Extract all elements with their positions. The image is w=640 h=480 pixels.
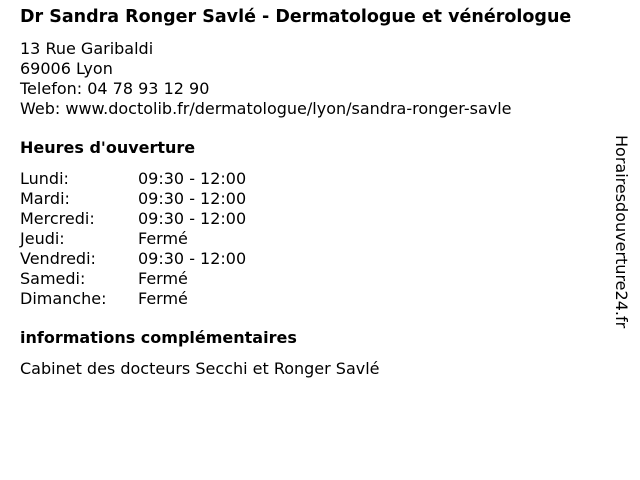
hours-value: 09:30 - 12:00 xyxy=(138,189,247,208)
address-block xyxy=(20,39,598,119)
hours-row-wednesday xyxy=(20,209,598,229)
hours-row-thursday xyxy=(20,229,598,249)
hours-value: 09:30 - 12:00 xyxy=(138,169,247,188)
city-address: 69006 Lyon xyxy=(20,59,113,78)
business-title: Dr Sandra Ronger Savlé - Dermatologue et vénérologue xyxy=(20,7,572,27)
opening-hours-table xyxy=(20,169,598,309)
day-label: Vendredi: xyxy=(20,249,96,268)
day-label: Samedi: xyxy=(20,269,86,288)
day-label: Jeudi: xyxy=(20,229,65,248)
brand-text: Horairesdouverture24.fr xyxy=(612,135,631,329)
opening-hours-heading: Heures d'ouverture xyxy=(20,138,196,157)
website-link[interactable]: Web: www.doctolib.fr/dermatologue/lyon/sandra-ronger-savle xyxy=(20,99,512,118)
day-label: Mardi: xyxy=(20,189,70,208)
street-address: 13 Rue Garibaldi xyxy=(20,39,154,58)
day-label: Lundi: xyxy=(20,169,69,188)
hours-value: Fermé xyxy=(138,269,188,288)
additional-info-heading: informations complémentaires xyxy=(20,328,297,347)
hours-value: Fermé xyxy=(138,289,188,308)
hours-row-tuesday xyxy=(20,189,598,209)
brand-watermark xyxy=(612,135,632,371)
hours-row-sunday xyxy=(20,289,598,309)
day-label: Dimanche: xyxy=(20,289,107,308)
day-label: Mercredi: xyxy=(20,209,95,228)
hours-value: Fermé xyxy=(138,229,188,248)
hours-value: 09:30 - 12:00 xyxy=(138,249,247,268)
hours-row-saturday xyxy=(20,269,598,289)
phone-number: Telefon: 04 78 93 12 90 xyxy=(20,79,210,98)
hours-value: 09:30 - 12:00 xyxy=(138,209,247,228)
content-area xyxy=(20,6,598,379)
hours-row-monday xyxy=(20,169,598,189)
additional-info-text: Cabinet des docteurs Secchi et Ronger Savlé xyxy=(20,359,380,378)
hours-row-friday xyxy=(20,249,598,269)
